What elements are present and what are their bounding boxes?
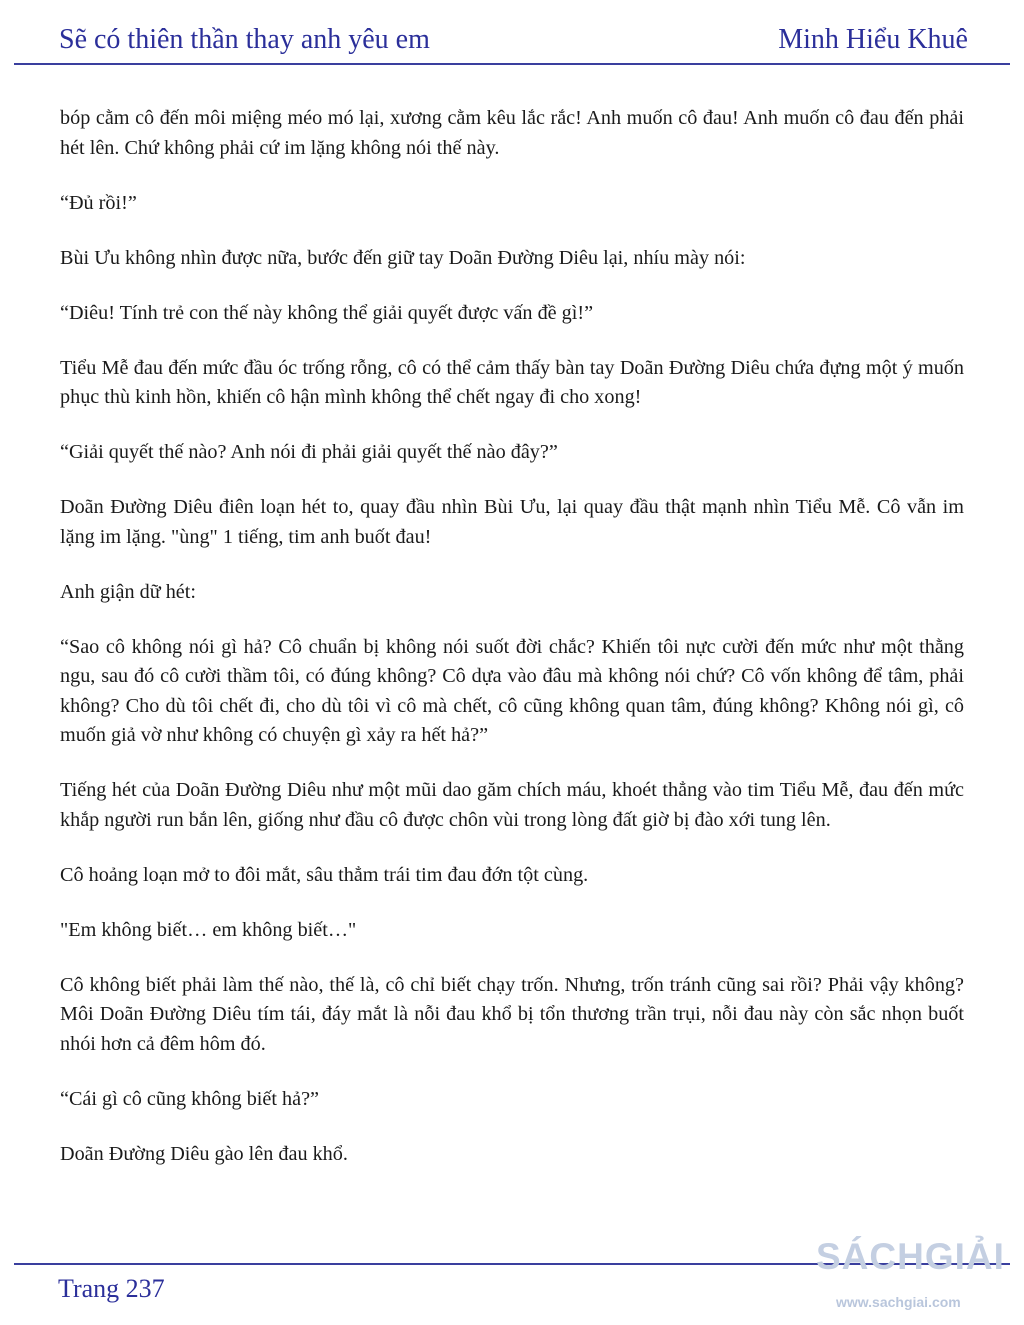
paragraph: Anh giận dữ hét: (60, 580, 196, 603)
header-divider (14, 63, 1010, 65)
header-book-title: Sẽ có thiên thần thay anh yêu em (59, 24, 430, 55)
header-author: Minh Hiểu Khuê (778, 24, 968, 55)
paragraph: Bùi Ưu không nhìn được nữa, bước đến giữ tay Doãn Đường Diêu lại, nhíu mày nói: (60, 246, 746, 269)
watermark-url: www.sachgiai.com (836, 1294, 961, 1310)
page-number: Trang 237 (58, 1274, 165, 1303)
paragraph: “Sao cô không nói gì hả? Cô chuẩn bị không nói suốt đời chắc? Khiến tôi nực cười đến mức như một thằng ngu, sau đó cô cười thầm tôi, có đúng không? Cô dựa vào đâu mà không nói chứ? Cô vốn không để tâm, phải không? Cho dù tôi chết đi, cho dù tôi vì cô mà chết, cô cũng không quan tâm, đúng không? Không nói gì, cô muốn giả vờ như không có chuyện gì xảy ra hết hả?” (60, 635, 964, 746)
paragraph: Cô hoảng loạn mở to đôi mắt, sâu thẳm trái tim đau đớn tột cùng. (60, 863, 589, 886)
paragraph: “Đủ rồi!” (60, 191, 137, 214)
watermark-logo (816, 1228, 1016, 1316)
paragraph: "Em không biết… em không biết…" (60, 918, 357, 941)
page-body (60, 104, 964, 1195)
paragraph: “Diêu! Tính trẻ con thế này không thể giải quyết được vấn đề gì!” (60, 301, 594, 324)
paragraph: Tiểu Mễ đau đến mức đầu óc trống rỗng, cô có thể cảm thấy bàn tay Doãn Đường Diêu chứa đựng một ý muốn phục thù kinh hồn, khiến cô hận mình không thể chết ngay đi cho xong! (60, 356, 964, 408)
watermark-brand: SÁCHGIẢI (816, 1236, 1005, 1277)
paragraph: Tiếng hét của Doãn Đường Diêu như một mũi dao găm chích máu, khoét thẳng vào tim Tiểu Mễ, đau đến mức khắp người run bắn lên, giống như đầu cô được chôn vùi trong lòng đất giờ bị đào xới tung lên. (60, 779, 964, 831)
paragraph: “Giải quyết thế nào? Anh nói đi phải giải quyết thế nào đây?” (60, 441, 558, 463)
paragraph: Cô không biết phải làm thế nào, thế là, cô chỉ biết chạy trốn. Nhưng, trốn tránh cũng sai rồi? Phải vậy không? Môi Doãn Đường Diêu tím tái, đáy mắt là nỗi đau khổ bị tổn thương trần trụi, nỗi đau này còn sắc nhọn buốt nhói hơn cả đêm hôm đó. (60, 973, 964, 1055)
paragraph: Doãn Đường Diêu gào lên đau khổ. (60, 1142, 348, 1165)
paragraph: “Cái gì cô cũng không biết hả?” (60, 1087, 319, 1110)
paragraph: bóp cằm cô đến môi miệng méo mó lại, xương cằm kêu lắc rắc! Anh muốn cô đau! Anh muốn cô đau đến phải hét lên. Chứ không phải cứ im lặng không nói thế này. (60, 107, 964, 159)
paragraph: Doãn Đường Diêu điên loạn hét to, quay đầu nhìn Bùi Ưu, lại quay đầu thật mạnh nhìn Tiểu Mễ. Cô vẫn im lặng im lặng. "ùng" 1 tiếng, tim anh buốt đau! (60, 496, 964, 548)
